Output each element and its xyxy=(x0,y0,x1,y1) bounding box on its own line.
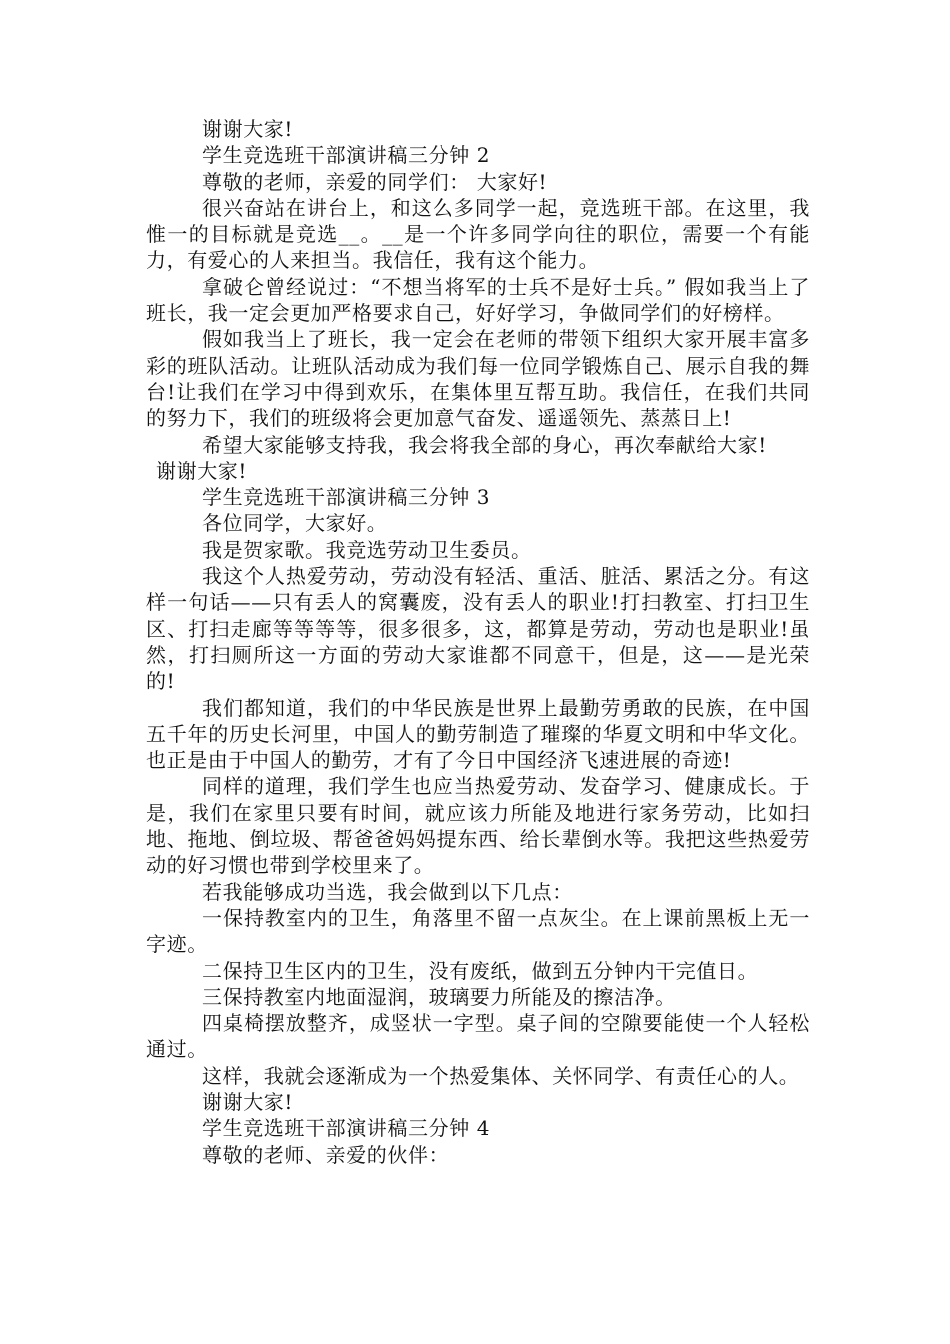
section-heading: 学生竞选班干部演讲稿三分钟 2 xyxy=(202,143,491,168)
list-item: 一保持教室内的卫生，角落里不留一点灰尘。在上课前黑板上无一字迹。 xyxy=(146,905,810,957)
paragraph: 假如我当上了班长，我一定会在老师的带领下组织大家开展丰富多彩的班队活动。让班队活动成为我们每一位同学锻炼自己、展示自我的舞台!让我们在学习中得到欢乐，在集体里互帮互助。我信任，在我们共同的努力下，我们的班级将会更加意气奋发、遥遥领先、蒸蒸日上! xyxy=(146,327,810,431)
section-heading: 学生竞选班干部演讲稿三分钟 4 xyxy=(202,1116,491,1141)
paragraph: 拿破仑曾经说过：“不想当将军的士兵不是好士兵。” 假如我当上了班长，我一定会更加严格要求自己，好好学习，争做同学们的好榜样。 xyxy=(146,274,810,326)
paragraph: 我这个人热爱劳动，劳动没有轻活、重活、脏活、累活之分。有这样一句话——只有丢人的窝囊废，没有丢人的职业!打扫教室、打扫卫生区、打扫走廊等等等等，很多很多，这，都算是劳动，劳动也是职业!虽然，打扫厕所这一方面的劳动大家谁都不同意干，但是，这——是光荣的! xyxy=(146,564,810,694)
paragraph: 若我能够成功当选，我会做到以下几点： xyxy=(202,879,573,904)
list-item: 四桌椅摆放整齐，成竖状一字型。桌子间的空隙要能使一个人轻松通过。 xyxy=(146,1011,810,1062)
paragraph: 我们都知道，我们的中华民族是世界上最勤劳勇敢的民族，在中国五千年的历史长河里，中国人的勤劳制造了璀璨的华夏文明和中华文化。也正是由于中国人的勤劳，才有了今日中国经济飞速进展的奇迹! xyxy=(146,695,810,773)
paragraph: 我是贺家歌。我竞选劳动卫生委员。 xyxy=(202,537,532,562)
paragraph: 这样，我就会逐渐成为一个热爱集体、关怀同学、有责任心的人。 xyxy=(202,1063,800,1088)
paragraph: 很兴奋站在讲台上，和这么多同学一起，竞选班干部。在这里，我惟一的目标就是竞选__。__是一个许多同学向往的职位，需要一个有能力，有爱心的人来担当。我信任，我有这个能力。 xyxy=(146,195,810,273)
document-body xyxy=(146,116,810,1168)
greeting: 尊敬的老师、亲爱的伙伴： xyxy=(202,1142,450,1167)
greeting: 各位同学，大家好。 xyxy=(202,511,388,536)
greeting: 尊敬的老师，亲爱的同学们： 大家好! xyxy=(202,169,548,194)
paragraph: 谢谢大家! xyxy=(202,1089,294,1114)
paragraph: 谢谢大家! xyxy=(202,117,294,141)
paragraph: 谢谢大家! xyxy=(156,458,248,483)
paragraph: 希望大家能够支持我，我会将我全部的身心，再次奉献给大家! xyxy=(202,432,767,457)
paragraph: 同样的道理，我们学生也应当热爱劳动、发奋学习、健康成长。于是，我们在家里只要有时间，就应该力所能及地进行家务劳动，比如扫地、拖地、倒垃圾、帮爸爸妈妈提东西、给长辈倒水等。我把这些热爱劳动的好习惯也带到学校里来了。 xyxy=(146,774,810,878)
section-heading: 学生竞选班干部演讲稿三分钟 3 xyxy=(202,485,491,510)
list-item: 三保持教室内地面湿润，玻璃要力所能及的擦洁净。 xyxy=(202,984,676,1009)
list-item: 二保持卫生区内的卫生，没有废纸，做到五分钟内干完值日。 xyxy=(202,958,759,983)
